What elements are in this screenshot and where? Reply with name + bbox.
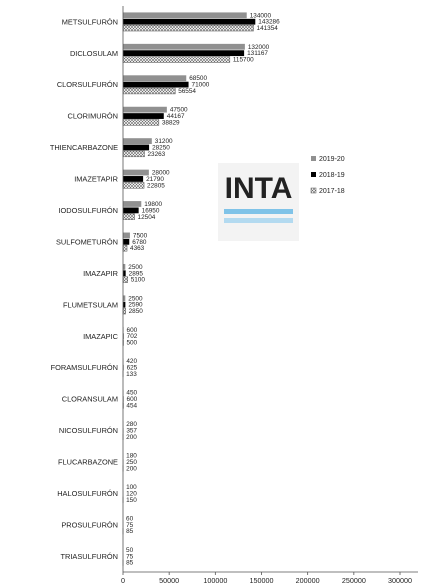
value-label: 6780 [132,238,147,246]
bar-2018-19-metsulfuro-n [123,19,255,25]
category-label-nicosulfuro-n: NICOSULFURÓN [58,426,118,436]
labels-layer [50,12,280,566]
legend-swatch-2017-18 [311,188,316,193]
value-label: 600 [126,326,138,334]
value-label: 28250 [152,144,170,152]
bar-2017-18-metsulfuro-n [123,25,254,31]
value-label: 7500 [132,232,148,240]
value-label: 141354 [256,25,278,33]
bar-2017-18-sulfometuro-n [123,245,127,251]
category-label-imazapic: IMAZAPIC [83,331,118,341]
bar-2017-18-iodosulfuro-n [123,214,135,220]
bar-2018-19-diclosulam [123,50,244,56]
category-label-flumetsulam: FLUMETSULAM [62,300,118,310]
value-label: 600 [126,396,138,404]
value-label: 56554 [178,88,196,96]
value-label: 19800 [144,200,163,208]
logo-stripe [224,209,293,214]
bar-2017-18-thiencarbazone [123,151,144,157]
value-label: 12504 [137,213,156,221]
x-tick-label: 300000 [388,576,412,585]
value-label: 625 [126,364,138,372]
bar-2017-18-imazetapir [123,182,144,188]
bar-2019-20-diclosulam [123,44,245,50]
legend-label-2017-18: 2017-18 [319,188,345,195]
value-label: 22805 [147,182,165,190]
bar-2017-18-imazapir [123,277,128,283]
bar-2019-20-metsulfuro-n [123,12,247,18]
category-label-sulfometuro-n: SULFOMETURÓN [55,237,118,247]
bar-2018-19-sulfometuro-n [123,239,129,245]
category-label-diclosulam: DICLOSULAM [69,48,118,58]
logo-stripe [224,218,293,223]
value-label: 280 [126,421,137,429]
category-label-iodosulfuro-n: IODOSULFURÓN [58,205,118,215]
category-label-imazapir: IMAZAPIR [83,268,118,278]
bar-2018-19-clorsulfuro-n [123,82,189,88]
bar-2018-19-iodosulfuro-n [123,207,139,213]
category-label-clorimuro-n: CLORIMURÓN [67,111,118,121]
bar-2017-18-clorsulfuro-n [123,88,175,94]
category-label-imazetapir: IMAZETAPIR [74,174,118,184]
bar-2019-20-clorsulfuro-n [123,75,186,81]
x-tick-label: 100000 [203,576,228,585]
value-label: 131167 [247,50,268,58]
value-label: 44167 [166,113,185,121]
legend-label-2019-20: 2019-20 [319,156,345,163]
category-label-prosulfuro-n: PROSULFURÓN [61,520,118,530]
value-label: 2895 [128,270,143,278]
bar-2017-18-clorimuro-n [123,120,159,126]
category-label-thiencarbazone: THIENCARBAZONE [49,143,118,153]
category-label-foramsulfuro-n: FORAMSULFURÓN [50,363,118,373]
value-label: 134000 [249,12,272,20]
category-label-metsulfuro-n: METSULFURÓN [61,17,118,27]
value-label: 60 [126,515,134,523]
x-tick-label: 150000 [249,576,274,585]
value-label: 2500 [128,295,143,303]
value-label: 85 [126,528,134,536]
value-label: 16950 [141,207,160,215]
category-label-flucarbazone: FLUCARBAZONE [58,457,118,467]
value-label: 357 [126,427,138,435]
x-tick-label: 250000 [341,576,366,585]
value-label: 75 [126,553,134,561]
bar-2017-18-diclosulam [123,57,230,63]
value-label: 450 [126,389,138,397]
bars-layer [123,12,255,565]
legend [311,156,345,195]
value-label: 132000 [247,43,270,51]
value-label: 47500 [169,106,188,114]
value-label: 133 [126,371,137,379]
bar-2019-20-clorimuro-n [123,107,167,113]
category-label-triasulfuro-n: TRIASULFURÓN [60,551,118,561]
value-label: 2500 [128,263,143,271]
x-tick-label: 50000 [159,576,180,585]
value-label: 100 [126,483,137,491]
value-label: 5100 [130,276,145,284]
legend-swatch-2018-19 [311,172,316,177]
value-label: 71000 [191,81,210,89]
value-label: 2590 [128,301,143,309]
value-label: 200 [126,465,137,473]
logo-text: INTA [224,172,293,205]
value-label: 115700 [232,56,254,64]
value-label: 23263 [147,150,166,158]
category-label-halosulfuro-n: HALOSULFURÓN [57,488,118,498]
value-label: 420 [126,358,138,366]
bar-2018-19-thiencarbazone [123,145,149,151]
x-tick-label: 0 [121,576,125,585]
bar-2018-19-imazetapir [123,176,143,182]
value-label: 68500 [189,75,208,83]
value-label: 200 [126,433,137,441]
value-label: 454 [126,402,138,410]
value-label: 38829 [161,119,180,127]
value-label: 2850 [128,308,143,316]
value-label: 31200 [154,138,173,146]
value-label: 4363 [130,245,145,253]
value-label: 180 [126,452,137,460]
value-label: 702 [126,333,138,341]
bar-2019-20-thiencarbazone [123,138,152,144]
x-tick-label: 200000 [295,576,320,585]
bar-2018-19-clorimuro-n [123,113,164,119]
bar-2018-19-imazapir [123,270,126,276]
bar-2019-20-imazetapir [123,170,149,176]
value-label: 75 [126,521,134,529]
value-label: 28000 [151,169,170,177]
bar-2019-20-sulfometuro-n [123,233,130,239]
value-label: 50 [126,546,134,554]
bar-2019-20-iodosulfuro-n [123,201,141,207]
value-label: 85 [126,559,134,567]
legend-label-2018-19: 2018-19 [319,172,345,179]
x-axis-ticks [121,572,412,585]
inta-logo [218,163,299,241]
value-label: 500 [126,339,138,347]
value-label: 250 [126,458,137,466]
value-label: 150 [126,496,137,504]
legend-swatch-2019-20 [311,156,316,161]
value-label: 143286 [258,18,280,26]
category-label-cloransulam: CLORANSULAM [61,394,118,404]
value-label: 120 [126,490,137,498]
value-label: 21790 [146,175,164,183]
category-label-clorsulfuro-n: CLORSULFURÓN [56,80,118,90]
